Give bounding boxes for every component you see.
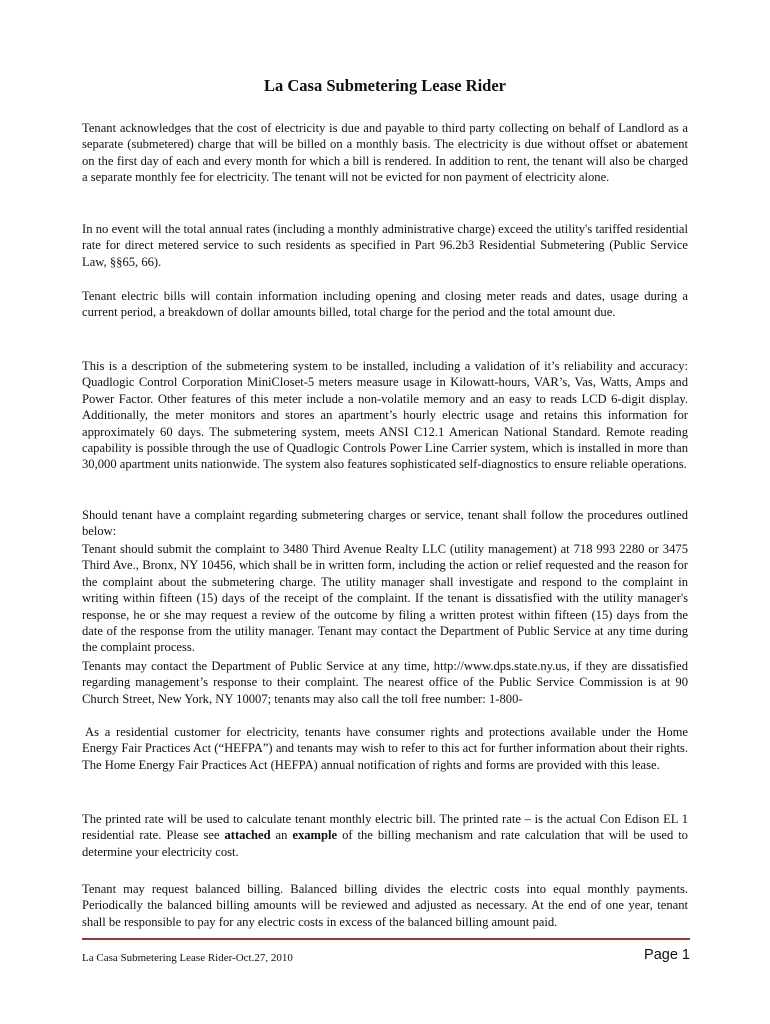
rate-text-1: The printed rate will be used to calculate tenant monthly electric bill. The printed rate – is the actual Con Edison EL 1 residential rate. Please see (82, 812, 688, 843)
paragraph-billing: Tenant acknowledges that the cost of electricity is due and payable to third party collecting on behalf of Landlord as a separate (submetered) charge that will be billed on a monthly basis. The electricity is due without offset or abatement on the first day of each and every month for which a bill is rendered. In addition to rent, the tenant will also be charged a separate monthly fee for electricity. The tenant will not be evicted for non payment of electricity alone. (82, 121, 688, 185)
rate-text-2: an (270, 828, 293, 843)
paragraph-dps-contact: Tenants may contact the Department of Public Service at any time, http://www.dps.state.ny.us, if they are dissatisfied regarding management’s response to their complaint. The nearest office of the Public Service Commission is at 90 Church Street, New York, NY 10007; tenants may also call the toll free number: 1-800- (82, 659, 688, 706)
paragraph-bill-contents: Tenant electric bills will contain information including opening and closing meter reads and dates, usage during a current period, a breakdown of dollar amounts billed, total charge for the period and the total amount due. (82, 289, 688, 320)
paragraph-rate-cap: In no event will the total annual rates (including a monthly administrative charge) exceed the utility's tariffed residential rate for direct metered service to such residents as specified in Part 96.2b3 Residential Submetering (Public Service Law, §§65, 66). (82, 222, 688, 269)
paragraph-complaint-intro: Should tenant have a complaint regarding submetering charges or service, tenant shall follow the procedures outlined below: (82, 508, 688, 539)
paragraph-complaint-procedure: Tenant should submit the complaint to 3480 Third Avenue Realty LLC (utility management) at 718 993 2280 or 3475 Third Ave., Bronx, NY 10456, which shall be in written form, including the action or relief requested and the reason for the complaint about the submetering charge. The utility manager shall investigate and respond to the complaint in writing within fifteen (15) days of the receipt of the complaint. If the tenant is dissatisfied with the utility manager's response, he or she may request a review of the outcome by filing a written protest within fifteen (15) days from the date of the response from the utility manager. Tenant may contact the Department of Public Service at any time during the complaint process. (82, 542, 688, 655)
document-title: La Casa Submetering Lease Rider (264, 76, 506, 95)
rate-bold-example: example (292, 828, 338, 843)
paragraph-system-description: This is a description of the submetering system to be installed, including a validation of it’s reliability and accuracy: Quadlogic Control Corporation MiniCloset-5 meters measure usage in Kilowatt-hours, VAR’s, Vas, Watts, Amps and Power Factor. Other features of this meter include a non-volatile memory and an easy to reads LCD 6-digit display. Additionally, the meter monitors and stores an apartment’s hourly electric usage and retains this information for approximately 60 days. The submetering system, meets ANSI C12.1 American National Standard. Remote reading capability is possible through the use of Quadlogic Controls Power Line Carrier system, which is installed in more than 30,000 apartment units nationwide. The system also features sophisticated self-diagnostics to ensure reliable operations. (82, 359, 688, 472)
rate-bold-attached: attached (224, 828, 271, 843)
paragraph-hefpa: As a residential customer for electricity, tenants have consumer rights and protections available under the Home Energy Fair Practices Act (“HEFPA”) and tenants may wish to refer to this act for further information about their rights. The Home Energy Fair Practices Act (HEFPA) annual notification of rights and forms are provided with this lease. (82, 725, 688, 772)
rate-text-3: of the billing mechanism and rate calculation that will be used to determine your electricity cost. (82, 828, 688, 859)
paragraph-balanced-billing: Tenant may request balanced billing. Balanced billing divides the electric costs into equal monthly payments. Periodically the balanced billing amounts will be reviewed and adjusted as necessary. At the end of one year, tenant shall be responsible to pay for any electric costs in excess of the balanced billing amount paid. (82, 882, 688, 929)
footer-document-label: La Casa Submetering Lease Rider-Oct.27, 2010 (82, 952, 293, 964)
paragraph-printed-rate (82, 811, 688, 860)
footer-divider (82, 938, 690, 940)
page-number: Page 1 (644, 947, 690, 963)
